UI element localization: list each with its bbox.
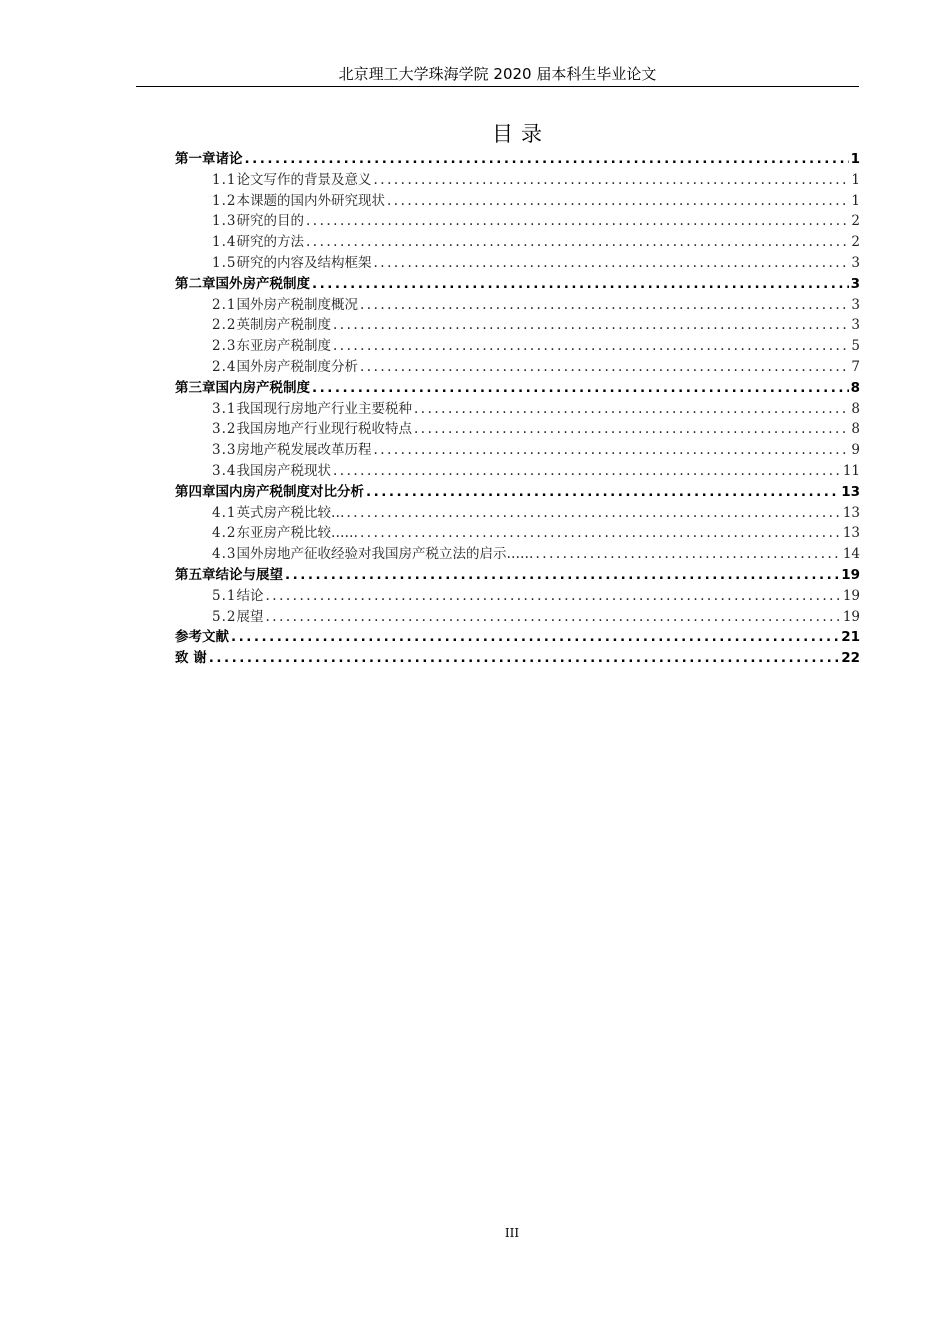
- toc-dot-leader: [360, 523, 841, 544]
- toc-entry-label: 英式房产税比较…: [236, 504, 345, 521]
- toc-section-entry[interactable]: [175, 357, 860, 378]
- toc-entry-page: 1: [851, 192, 860, 209]
- toc-dot-leader: [414, 419, 849, 440]
- toc-dot-leader: [535, 544, 840, 565]
- toc-section-entry[interactable]: [175, 170, 860, 191]
- toc-entry-page: 19: [842, 608, 860, 625]
- toc-entry-page: 2: [851, 234, 860, 251]
- toc-entry-page: 1: [851, 171, 860, 188]
- toc-section-entry[interactable]: [175, 232, 860, 253]
- toc-entry-number: 第三章: [175, 379, 216, 396]
- toc-dot-leader: [346, 503, 840, 524]
- toc-entry-page: 1: [850, 151, 860, 167]
- toc-entry-label: 本课题的国内外研究现状: [236, 192, 385, 209]
- toc-chapter-entry[interactable]: [175, 648, 860, 669]
- toc-entry-page: 19: [842, 587, 860, 604]
- toc-entry-label: 东亚房产税制度: [236, 338, 331, 355]
- toc-entry-page: 3: [851, 254, 860, 271]
- toc-section-entry[interactable]: [175, 419, 860, 440]
- toc-entry-number: 第五章: [175, 566, 216, 583]
- toc-entry-number: 4.3: [212, 546, 237, 563]
- toc-entry-number: 2.1: [212, 296, 237, 313]
- toc-chapter-entry[interactable]: [175, 149, 860, 170]
- toc-dot-leader: [231, 627, 839, 648]
- toc-dot-leader: [333, 315, 849, 336]
- toc-dot-leader: [306, 232, 849, 253]
- toc-entry-label: 诸论: [215, 151, 243, 167]
- toc-dot-leader: [265, 586, 840, 607]
- toc-dot-leader: [373, 170, 849, 191]
- toc-entry-number: 2.2: [212, 317, 237, 334]
- toc-dot-leader: [333, 336, 849, 357]
- toc-entry-label: 国外房地产征收经验对我国房产税立法的启示……: [236, 546, 534, 563]
- toc-entry-page: 3: [851, 317, 860, 334]
- toc-entry-page: 13: [842, 504, 860, 521]
- toc-dot-leader: [285, 565, 839, 586]
- toc-entry-label: 英制房产税制度: [236, 317, 331, 334]
- toc-entry-label: 参考文献: [175, 629, 229, 646]
- toc-section-entry[interactable]: [175, 315, 860, 336]
- toc-section-entry[interactable]: [175, 399, 860, 420]
- toc-entry-number: 1.1: [212, 171, 237, 188]
- toc-entry-number: 5.1: [212, 587, 237, 604]
- toc-entry-label: 我国房产税现状: [236, 462, 331, 479]
- toc-entry-number: 4.2: [212, 525, 237, 542]
- toc-dot-leader: [373, 253, 849, 274]
- toc-dot-leader: [360, 357, 849, 378]
- toc-dot-leader: [373, 440, 849, 461]
- toc-entry-number: 1.5: [212, 254, 237, 271]
- toc-entry-label: 国外房产税制度概况: [236, 296, 358, 313]
- toc-entry-number: 第一章: [175, 151, 216, 167]
- toc-entry-number: 1.2: [212, 192, 237, 209]
- toc-dot-leader: [209, 648, 840, 669]
- toc-entry-page: 3: [850, 275, 860, 292]
- toc-section-entry[interactable]: [175, 253, 860, 274]
- toc-entry-label: 国内房产税制度对比分析: [215, 483, 364, 500]
- table-of-contents: [175, 149, 860, 669]
- toc-dot-leader: [360, 295, 849, 316]
- toc-entry-number: 3.4: [212, 462, 237, 479]
- toc-entry-page: 8: [850, 379, 860, 396]
- toc-section-entry[interactable]: [175, 503, 860, 524]
- toc-entry-page: 21: [841, 629, 860, 646]
- toc-entry-page: 19: [841, 566, 860, 583]
- header-divider: [136, 86, 859, 87]
- toc-dot-leader: [312, 274, 849, 295]
- toc-dot-leader: [333, 461, 841, 482]
- toc-entry-page: 2: [851, 213, 860, 230]
- toc-entry-label: 国外房产税制度: [215, 275, 310, 292]
- toc-entry-label: 结论与展望: [215, 566, 283, 583]
- toc-entry-page: 13: [841, 483, 860, 500]
- toc-dot-leader: [245, 149, 849, 170]
- toc-dot-leader: [366, 482, 839, 503]
- toc-title: 目录: [492, 122, 550, 146]
- toc-chapter-entry[interactable]: [175, 274, 860, 295]
- toc-entry-label: 论文写作的背景及意义: [236, 171, 372, 188]
- toc-entry-label: 结论: [236, 587, 264, 604]
- toc-entry-number: 3.2: [212, 421, 237, 438]
- toc-entry-page: 8: [851, 400, 860, 417]
- toc-entry-label: 国外房产税制度分析: [236, 358, 358, 375]
- toc-section-entry[interactable]: [175, 607, 860, 628]
- toc-entry-number: 1.4: [212, 234, 237, 251]
- toc-section-entry[interactable]: [175, 440, 860, 461]
- toc-section-entry[interactable]: [175, 191, 860, 212]
- toc-entry-page: 14: [842, 546, 860, 563]
- toc-entry-page: 8: [851, 421, 860, 438]
- toc-section-entry[interactable]: [175, 336, 860, 357]
- page-header: 北京理工大学珠海学院 2020 届本科生毕业论文: [338, 65, 657, 83]
- toc-entry-label: 国内房产税制度: [215, 379, 310, 396]
- toc-entry-number: 1.3: [212, 213, 237, 230]
- toc-section-entry[interactable]: [175, 544, 860, 565]
- toc-dot-leader: [306, 211, 849, 232]
- toc-entry-number: 2.3: [212, 338, 237, 355]
- toc-section-entry[interactable]: [175, 211, 860, 232]
- toc-entry-label: 我国现行房地产行业主要税种: [236, 400, 412, 417]
- toc-entry-page: 5: [851, 338, 860, 355]
- toc-dot-leader: [387, 191, 849, 212]
- toc-chapter-entry[interactable]: [175, 627, 860, 648]
- toc-entry-label: 我国房地产行业现行税收特点: [236, 421, 412, 438]
- toc-chapter-entry[interactable]: [175, 482, 860, 503]
- toc-entry-label: 研究的目的: [236, 213, 304, 230]
- toc-section-entry[interactable]: [175, 523, 860, 544]
- toc-entry-label: 研究的内容及结构框架: [236, 254, 372, 271]
- toc-dot-leader: [265, 607, 840, 628]
- toc-entry-number: 3.3: [212, 442, 237, 459]
- toc-entry-number: 3.1: [212, 400, 237, 417]
- toc-section-entry[interactable]: [175, 295, 860, 316]
- toc-entry-label: 房地产税发展改革历程: [236, 442, 372, 459]
- toc-chapter-entry[interactable]: [175, 378, 860, 399]
- toc-entry-page: 22: [841, 650, 860, 667]
- toc-entry-number: 5.2: [212, 608, 237, 625]
- toc-section-entry[interactable]: [175, 586, 860, 607]
- toc-dot-leader: [312, 378, 849, 399]
- toc-entry-page: 9: [851, 442, 860, 459]
- toc-entry-label: 研究的方法: [236, 234, 304, 251]
- toc-entry-number: 第二章: [175, 275, 216, 292]
- toc-entry-page: 3: [851, 296, 860, 313]
- toc-entry-page: 11: [842, 462, 860, 479]
- toc-section-entry[interactable]: [175, 461, 860, 482]
- toc-entry-label: 致 谢: [175, 650, 207, 667]
- toc-entry-number: 2.4: [212, 358, 237, 375]
- toc-dot-leader: [414, 399, 849, 420]
- toc-entry-page: 13: [842, 525, 860, 542]
- toc-entry-page: 7: [851, 358, 860, 375]
- page-number: III: [504, 1226, 520, 1240]
- toc-entry-number: 4.1: [212, 504, 237, 521]
- toc-entry-label: 展望: [236, 608, 264, 625]
- toc-chapter-entry[interactable]: [175, 565, 860, 586]
- toc-entry-label: 东亚房产税比较……: [236, 525, 358, 542]
- toc-entry-number: 第四章: [175, 483, 216, 500]
